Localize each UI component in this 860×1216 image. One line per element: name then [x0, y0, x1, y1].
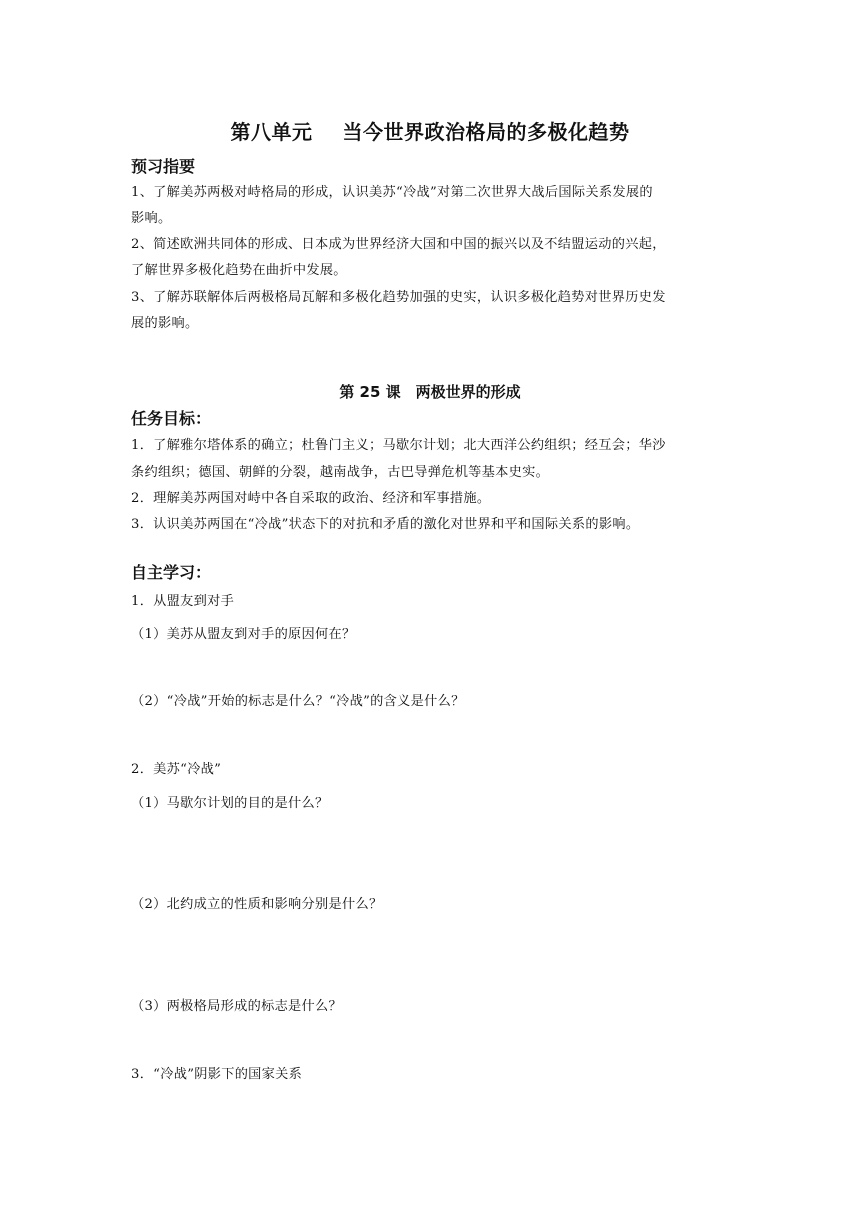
preview-line: 了解世界多极化趋势在曲折中发展。 [131, 263, 347, 278]
self-study-heading: 自主学习： [131, 563, 212, 582]
objective-line: 2．理解美苏两国对峙中各自采取的政治、经济和军事措施。 [131, 491, 491, 506]
objective-line: 条约组织；德国、朝鲜的分裂，越南战争，古巴导弹危机等基本史实。 [131, 465, 550, 480]
question: （2）北约成立的性质和影响分别是什么？ [131, 897, 383, 912]
objective-line: 1．了解雅尔塔体系的确立；杜鲁门主义；马歇尔计划；北大西洋公约组织；经互会；华沙 [131, 438, 666, 453]
section-heading: 2．美苏“冷战” [131, 762, 222, 777]
lesson-title: 第 25 课 两极世界的形成 [339, 383, 521, 401]
preview-line: 3、了解苏联解体后两极格局瓦解和多极化趋势加强的史实，认识多极化趋势对世界历史发 [131, 290, 666, 305]
objectives-heading: 任务目标： [131, 409, 212, 428]
preview-line: 2、简述欧洲共同体的形成、日本成为世界经济大国和中国的振兴以及不结盟运动的兴起， [131, 237, 666, 252]
preview-line: 展的影响。 [131, 316, 199, 331]
preview-heading: 预习指要 [131, 157, 196, 176]
question: （1）马歇尔计划的目的是什么？ [131, 796, 329, 811]
objective-line: 3．认识美苏两国在“冷战”状态下的对抗和矛盾的激化对世界和平和国际关系的影响。 [131, 517, 640, 532]
question: （1）美苏从盟友到对手的原因何在？ [131, 627, 356, 642]
unit-title-text: 当今世界政治格局的多极化趋势 [342, 120, 630, 144]
section-heading: 1．从盟友到对手 [131, 594, 235, 609]
question: （3）两极格局形成的标志是什么？ [131, 999, 343, 1014]
preview-line: 影响。 [131, 211, 172, 226]
question: （2）“冷战”开始的标志是什么？“冷战”的含义是什么？ [131, 694, 465, 709]
preview-line: 1、了解美苏两极对峙格局的形成，认识美苏“冷战”对第二次世界大战后国际关系发展的 [131, 185, 653, 200]
unit-title-number: 第八单元 [230, 120, 313, 144]
section-heading: 3．“冷战”阴影下的国家关系 [131, 1067, 303, 1082]
unit-title [0, 116, 860, 145]
